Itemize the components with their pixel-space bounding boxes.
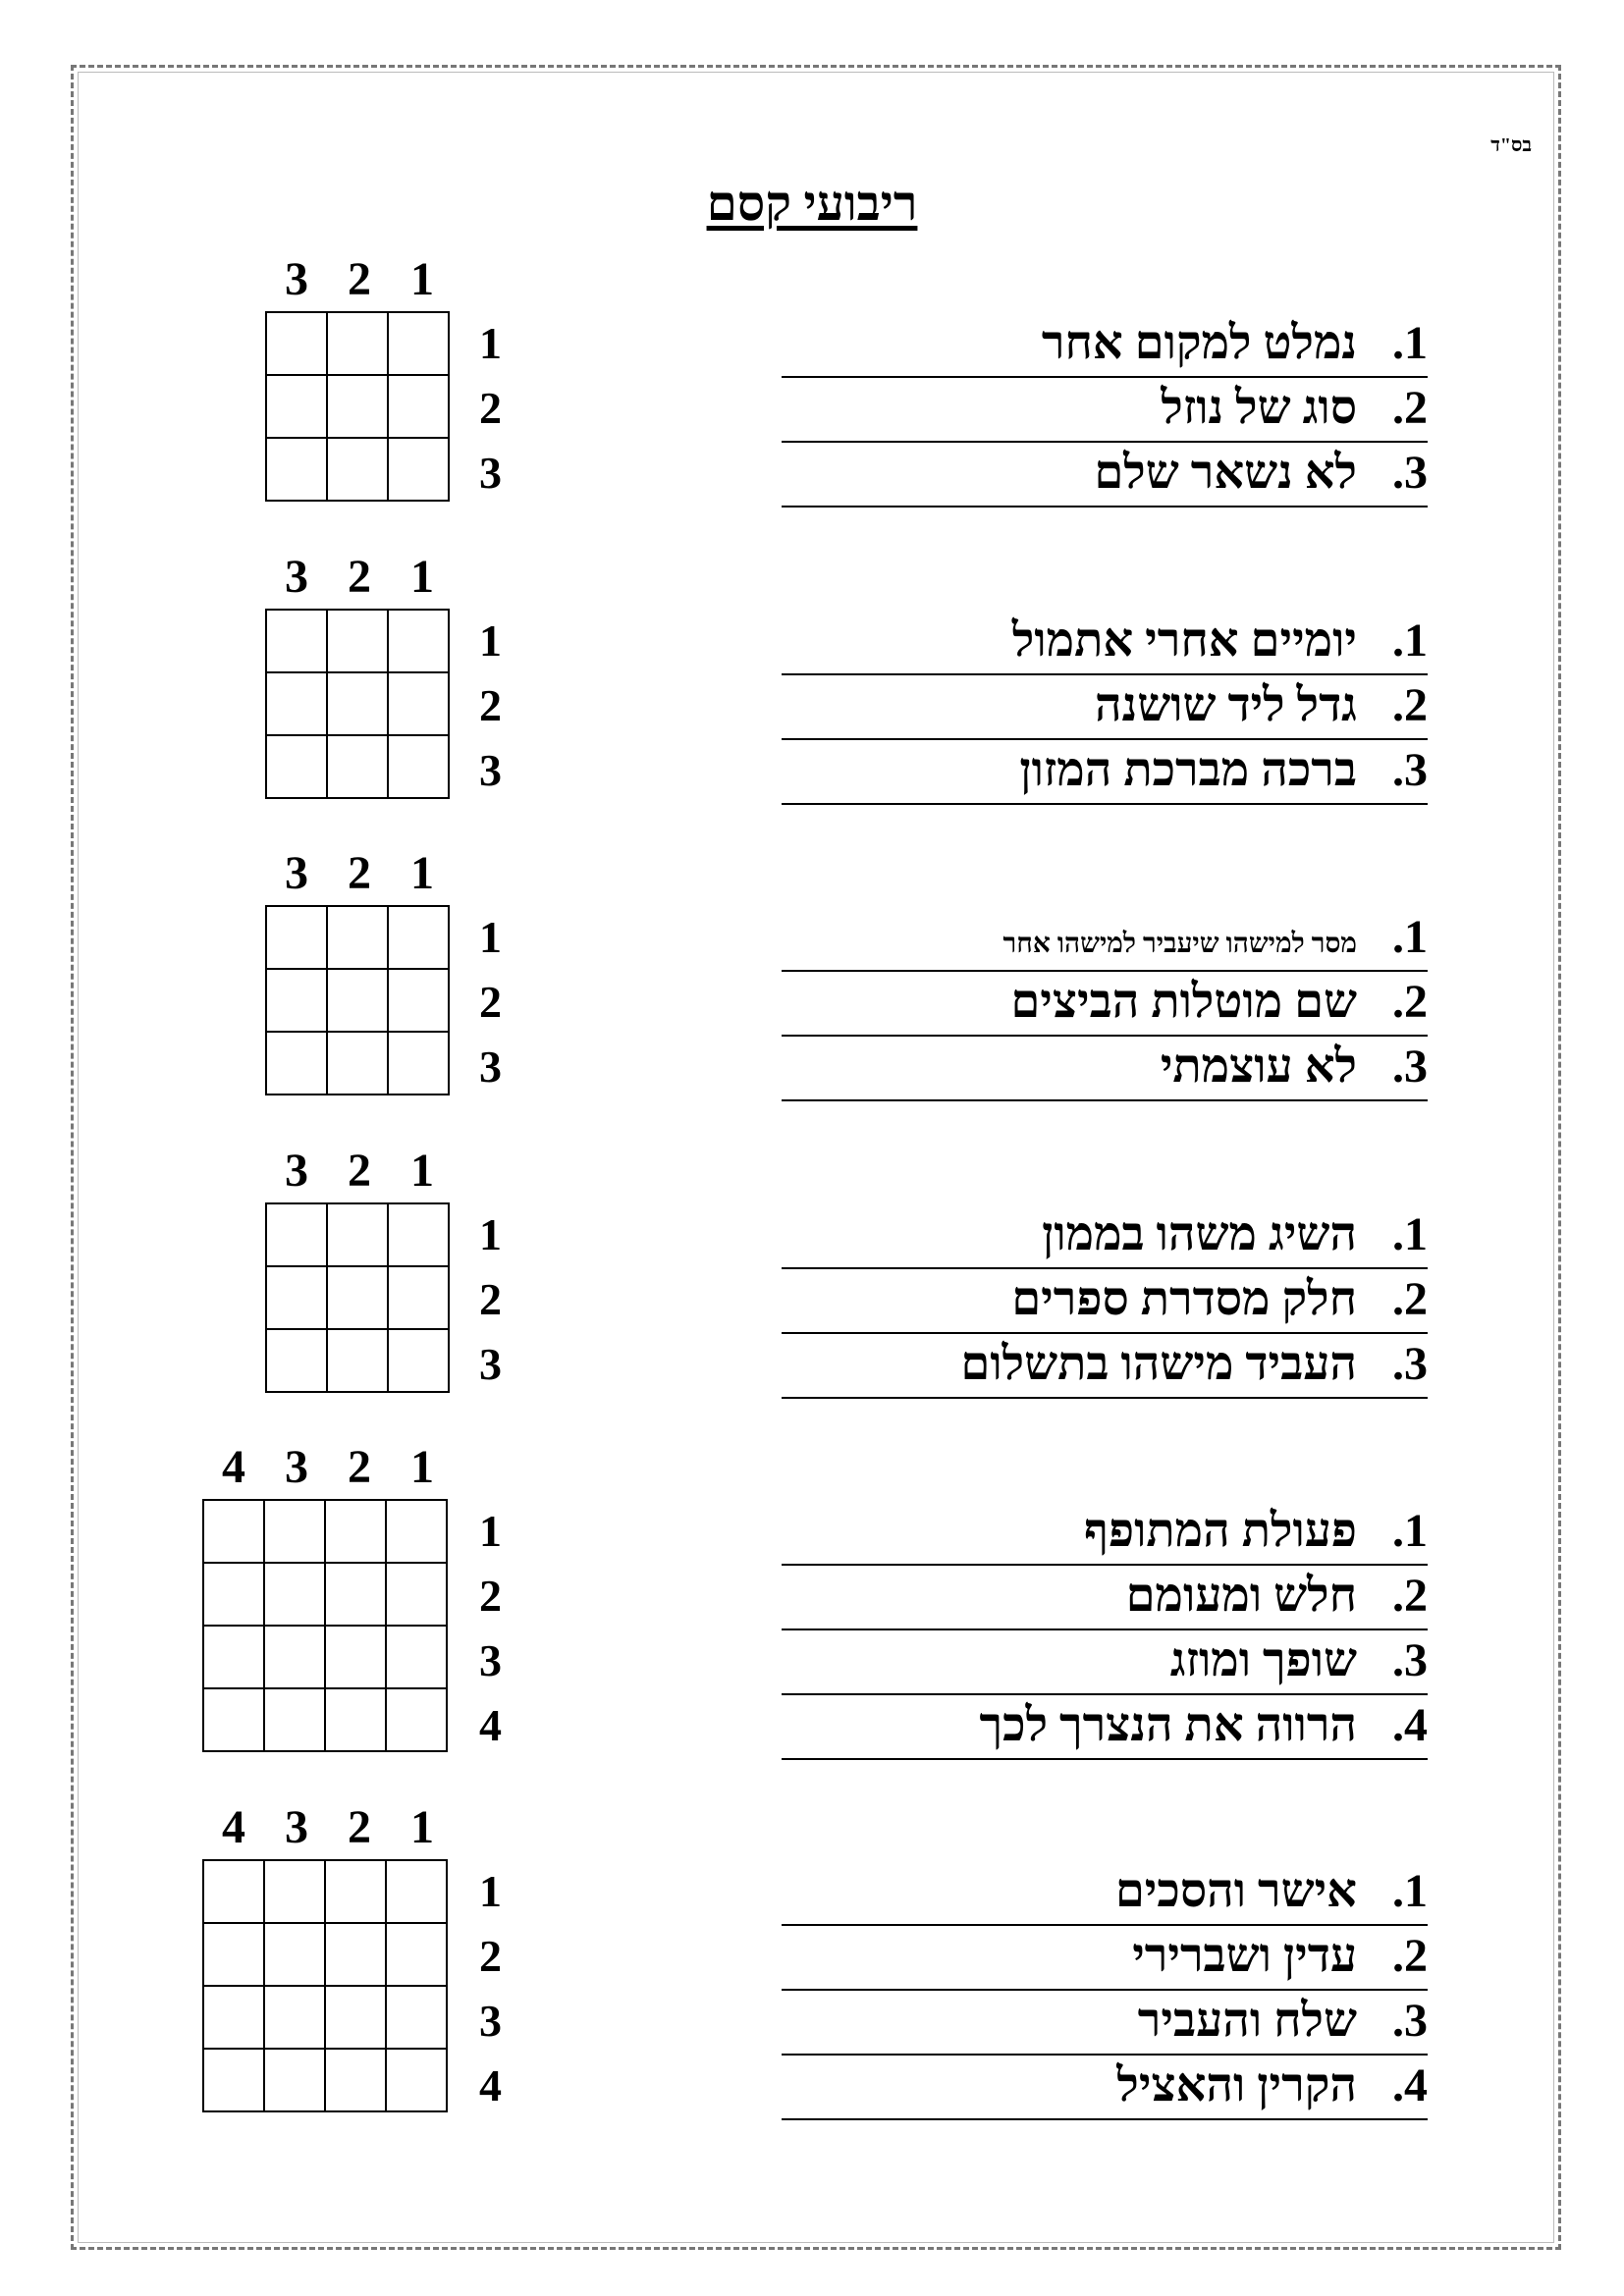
clue-line [782, 441, 1428, 507]
grid-cell[interactable] [266, 438, 327, 501]
clue-number: 1. [1392, 1505, 1428, 1557]
clue-line [782, 673, 1428, 740]
clue-line [782, 1035, 1428, 1101]
answer-grid [265, 1202, 450, 1393]
grid-cell[interactable] [264, 1986, 325, 2049]
column-number: 2 [348, 551, 371, 603]
clue-text: לא נשאר שלם [1094, 447, 1357, 499]
clue-line [782, 311, 1428, 378]
grid-cell[interactable] [327, 1032, 388, 1095]
row-number: 4 [479, 1700, 502, 1750]
grid-cell[interactable] [388, 906, 449, 969]
clue-line [782, 1989, 1428, 2056]
clue-number: 1. [1392, 1208, 1428, 1260]
clue-text: סוג של נוזל [1161, 382, 1357, 434]
grid-cell[interactable] [388, 1329, 449, 1392]
column-number: 2 [348, 1145, 371, 1197]
row-number: 3 [479, 1635, 502, 1685]
clue-text: גדל ליד שושנה [1095, 679, 1357, 731]
grid-cell[interactable] [386, 1986, 447, 2049]
clue-line [782, 1924, 1428, 1991]
grid-cell[interactable] [386, 1860, 447, 1923]
clue-number: 4. [1392, 2059, 1428, 2111]
clue-number: 1. [1392, 1865, 1428, 1917]
grid-cell[interactable] [327, 672, 388, 735]
grid-cell[interactable] [266, 312, 327, 375]
grid-cell[interactable] [266, 735, 327, 798]
grid-cell[interactable] [264, 2049, 325, 2111]
grid-cell[interactable] [266, 906, 327, 969]
grid-cell[interactable] [264, 1688, 325, 1751]
grid-cell[interactable] [327, 610, 388, 672]
column-number: 4 [222, 1801, 245, 1853]
grid-cell[interactable] [266, 1329, 327, 1392]
clue-line [782, 1629, 1428, 1695]
grid-cell[interactable] [266, 375, 327, 438]
column-number: 3 [285, 847, 308, 899]
grid-cell[interactable] [264, 1860, 325, 1923]
answer-grid [202, 1499, 448, 1752]
grid-cell[interactable] [266, 969, 327, 1032]
grid-cell[interactable] [386, 1563, 447, 1626]
row-number: 2 [479, 977, 502, 1027]
column-number: 3 [285, 1145, 308, 1197]
grid-cell[interactable] [388, 735, 449, 798]
grid-cell[interactable] [264, 1626, 325, 1688]
row-number: 2 [479, 1571, 502, 1621]
column-number: 4 [222, 1441, 245, 1493]
grid-cell[interactable] [203, 1986, 264, 2049]
grid-cell[interactable] [388, 672, 449, 735]
clue-number: 3. [1392, 447, 1428, 499]
row-number: 4 [479, 2060, 502, 2110]
grid-cell[interactable] [203, 1626, 264, 1688]
column-number: 1 [410, 551, 434, 603]
column-number: 1 [410, 253, 434, 305]
answer-grid [265, 609, 450, 799]
clue-line [782, 1564, 1428, 1630]
clue-line [782, 1693, 1428, 1760]
clue-line [782, 609, 1428, 675]
row-number: 2 [479, 1274, 502, 1324]
grid-cell[interactable] [266, 1266, 327, 1329]
grid-cell[interactable] [327, 735, 388, 798]
grid-cell[interactable] [264, 1500, 325, 1563]
grid-cell[interactable] [325, 1688, 386, 1751]
clue-text: לא עוצמתי [1160, 1041, 1357, 1093]
grid-cell[interactable] [203, 1860, 264, 1923]
clue-text: עדין ושברירי [1132, 1930, 1357, 1982]
clue-number: 3. [1392, 744, 1428, 796]
clue-line [782, 1202, 1428, 1269]
column-number: 1 [410, 847, 434, 899]
clue-line [782, 1859, 1428, 1926]
clue-number: 1. [1392, 911, 1428, 963]
answer-grid [265, 311, 450, 502]
clue-text: שם מוטלות הביצים [1010, 976, 1357, 1028]
row-number: 2 [479, 1931, 502, 1981]
row-number: 3 [479, 745, 502, 795]
clue-number: 2. [1392, 1570, 1428, 1622]
grid-cell[interactable] [388, 610, 449, 672]
grid-cell[interactable] [327, 1203, 388, 1266]
grid-cell[interactable] [388, 312, 449, 375]
clue-text: השיג משהו בממון [1042, 1208, 1357, 1260]
clue-number: 2. [1392, 382, 1428, 434]
clue-line [782, 970, 1428, 1037]
grid-cell[interactable] [327, 969, 388, 1032]
clue-text: הרווה את הנצרך לכך [979, 1699, 1357, 1751]
grid-cell[interactable] [325, 1923, 386, 1986]
clue-number: 3. [1392, 1338, 1428, 1390]
grid-cell[interactable] [266, 610, 327, 672]
grid-cell[interactable] [203, 1563, 264, 1626]
clue-text: העביד מישהו בתשלום [960, 1338, 1357, 1390]
grid-cell[interactable] [388, 1032, 449, 1095]
row-number: 1 [479, 1866, 502, 1916]
clue-text: שלח והעביר [1137, 1995, 1357, 2047]
grid-cell[interactable] [325, 2049, 386, 2111]
grid-cell[interactable] [386, 1500, 447, 1563]
clue-text: הקרין והאציל [1116, 2059, 1357, 2111]
clue-number: 2. [1392, 976, 1428, 1028]
grid-cell[interactable] [386, 2049, 447, 2111]
grid-cell[interactable] [386, 1688, 447, 1751]
row-number: 2 [479, 680, 502, 730]
grid-cell[interactable] [327, 906, 388, 969]
header-mark: בס"ד [1490, 134, 1532, 156]
column-number: 3 [285, 551, 308, 603]
clue-text: מסר למישהו שיעביר למישהו אחר [1002, 929, 1357, 959]
row-number: 1 [479, 1506, 502, 1556]
column-number: 3 [285, 1801, 308, 1853]
grid-cell[interactable] [327, 438, 388, 501]
clue-text: שופך ומוזג [1169, 1634, 1357, 1686]
row-number: 3 [479, 1339, 502, 1389]
clue-text: חלק מסדרת ספרים [1011, 1273, 1357, 1325]
grid-cell[interactable] [266, 1032, 327, 1095]
grid-cell[interactable] [325, 1500, 386, 1563]
grid-cell[interactable] [325, 1626, 386, 1688]
grid-cell[interactable] [327, 1329, 388, 1392]
clue-line [782, 1499, 1428, 1566]
column-number: 2 [348, 847, 371, 899]
column-number: 3 [285, 1441, 308, 1493]
row-number: 3 [479, 448, 502, 498]
grid-cell[interactable] [325, 1563, 386, 1626]
column-number: 1 [410, 1145, 434, 1197]
page-title: ריבועי קסם [706, 176, 918, 231]
clue-text: חלש ומעומם [1125, 1570, 1357, 1622]
clue-line [782, 738, 1428, 805]
clue-line [782, 1267, 1428, 1334]
column-number: 2 [348, 1801, 371, 1853]
grid-cell[interactable] [203, 1500, 264, 1563]
grid-cell[interactable] [388, 1266, 449, 1329]
grid-cell[interactable] [264, 1923, 325, 1986]
clue-number: 2. [1392, 1273, 1428, 1325]
clue-line [782, 905, 1428, 972]
answer-grid [202, 1859, 448, 2112]
grid-cell[interactable] [386, 1923, 447, 1986]
clue-number: 2. [1392, 1930, 1428, 1982]
row-number: 1 [479, 318, 502, 368]
clue-number: 3. [1392, 1995, 1428, 2047]
grid-cell[interactable] [325, 1860, 386, 1923]
grid-cell[interactable] [327, 312, 388, 375]
clue-text: ברכה מברכת המזון [1019, 744, 1357, 796]
grid-cell[interactable] [266, 1203, 327, 1266]
column-number: 3 [285, 253, 308, 305]
clue-text: נמלט למקום אחר [1041, 317, 1357, 369]
row-number: 1 [479, 615, 502, 666]
clue-number: 3. [1392, 1634, 1428, 1686]
clue-line [782, 376, 1428, 443]
column-number: 1 [410, 1801, 434, 1853]
grid-cell[interactable] [388, 438, 449, 501]
clue-number: 1. [1392, 317, 1428, 369]
grid-cell[interactable] [327, 375, 388, 438]
clue-text: אישר והסכים [1114, 1865, 1357, 1917]
grid-cell[interactable] [388, 969, 449, 1032]
column-number: 1 [410, 1441, 434, 1493]
clue-number: 1. [1392, 614, 1428, 667]
row-number: 3 [479, 1996, 502, 2046]
grid-cell[interactable] [264, 1563, 325, 1626]
grid-cell[interactable] [266, 672, 327, 735]
clue-line [782, 1332, 1428, 1399]
row-number: 1 [479, 912, 502, 962]
clue-text: פעולת המתופף [1084, 1505, 1357, 1557]
grid-cell[interactable] [327, 1266, 388, 1329]
answer-grid [265, 905, 450, 1095]
clue-text: יומיים אחרי אתמול [1011, 614, 1357, 667]
column-number: 2 [348, 253, 371, 305]
grid-cell[interactable] [388, 375, 449, 438]
row-number: 3 [479, 1041, 502, 1092]
grid-cell[interactable] [203, 1923, 264, 1986]
grid-cell[interactable] [325, 1986, 386, 2049]
grid-cell[interactable] [386, 1626, 447, 1688]
grid-cell[interactable] [388, 1203, 449, 1266]
grid-cell[interactable] [203, 2049, 264, 2111]
row-number: 2 [479, 383, 502, 433]
clue-number: 3. [1392, 1041, 1428, 1093]
column-number: 2 [348, 1441, 371, 1493]
row-number: 1 [479, 1209, 502, 1259]
clue-line [782, 2054, 1428, 2120]
clue-number: 4. [1392, 1699, 1428, 1751]
grid-cell[interactable] [203, 1688, 264, 1751]
clue-number: 2. [1392, 679, 1428, 731]
